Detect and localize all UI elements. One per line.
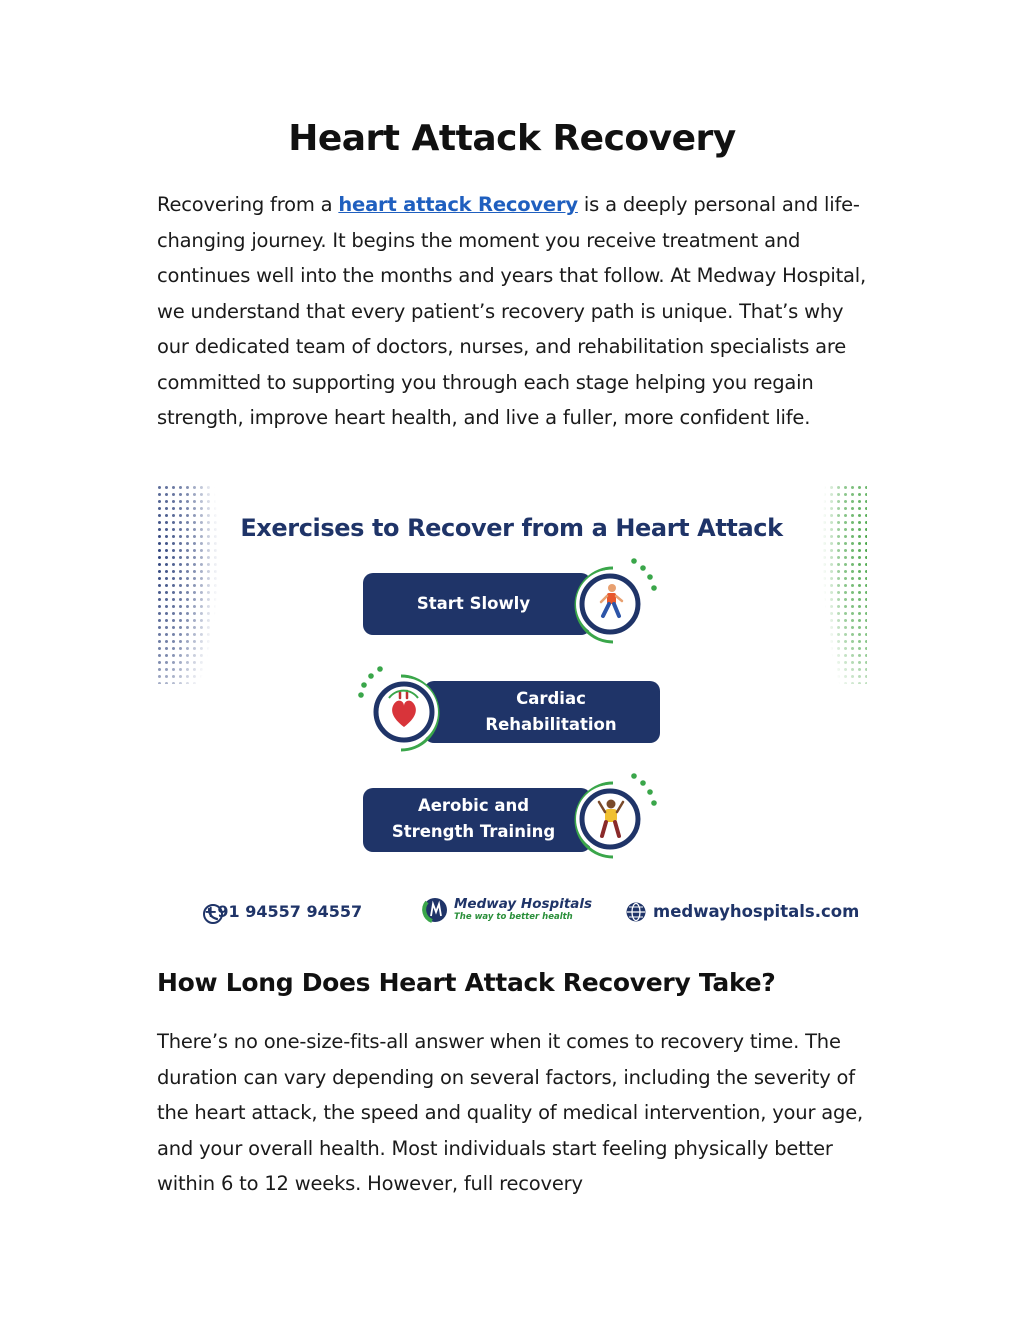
intro-text-before: Recovering from a [157, 193, 339, 216]
infographic-title: Exercises to Recover from a Heart Attack [240, 514, 783, 542]
footer-phone: +91 94557 94557 [204, 902, 363, 921]
page-title: Heart Attack Recovery [288, 118, 736, 159]
cardiac-label-line2: Rehabilitation [485, 715, 617, 734]
section-heading: How Long Does Heart Attack Recovery Take? [157, 968, 776, 997]
start-slowly-label: Start Slowly [416, 594, 531, 613]
section-paragraph: There’s no one-size-fits-all answer when it comes to recovery time. The duration can vary depending on several factors, including the severity of the heart attack, the speed and quality of medical intervention, your age, and your overall health. Most individuals start feeling physically better within 6 to 12 weeks. However, full recovery [157, 1030, 863, 1195]
globe-icon [627, 903, 646, 922]
exercises-infographic [156, 484, 867, 950]
cardiac-label-line1: Cardiac [516, 689, 586, 708]
intro-text-after: is a deeply personal and life-changing journey. It begins the moment you receive treatment and continues well into the months and years that follow. At Medway Hospital, we understand that every patient’s recovery path is unique. That’s why our dedicated team of doctors, nurses, and rehabilitation specialists are committed to supporting you through each stage helping you regain strength, improve heart health, and live a fuller, more confident life. [157, 193, 867, 429]
aerobic-label-line1: Aerobic and [417, 796, 530, 815]
medway-logo-icon [423, 898, 447, 922]
heart-attack-recovery-link[interactable]: heart attack Recovery [338, 193, 578, 216]
footer-website: medwayhospitals.com [653, 902, 860, 921]
intro-paragraph [157, 187, 877, 436]
aerobic-label-line2: Strength Training [391, 822, 556, 841]
footer-brand: Medway Hospitals [454, 896, 593, 912]
footer-tagline: The way to better health [454, 912, 573, 922]
aerobic-strength-label [363, 793, 584, 845]
cardiac-rehabilitation-label [446, 686, 656, 738]
